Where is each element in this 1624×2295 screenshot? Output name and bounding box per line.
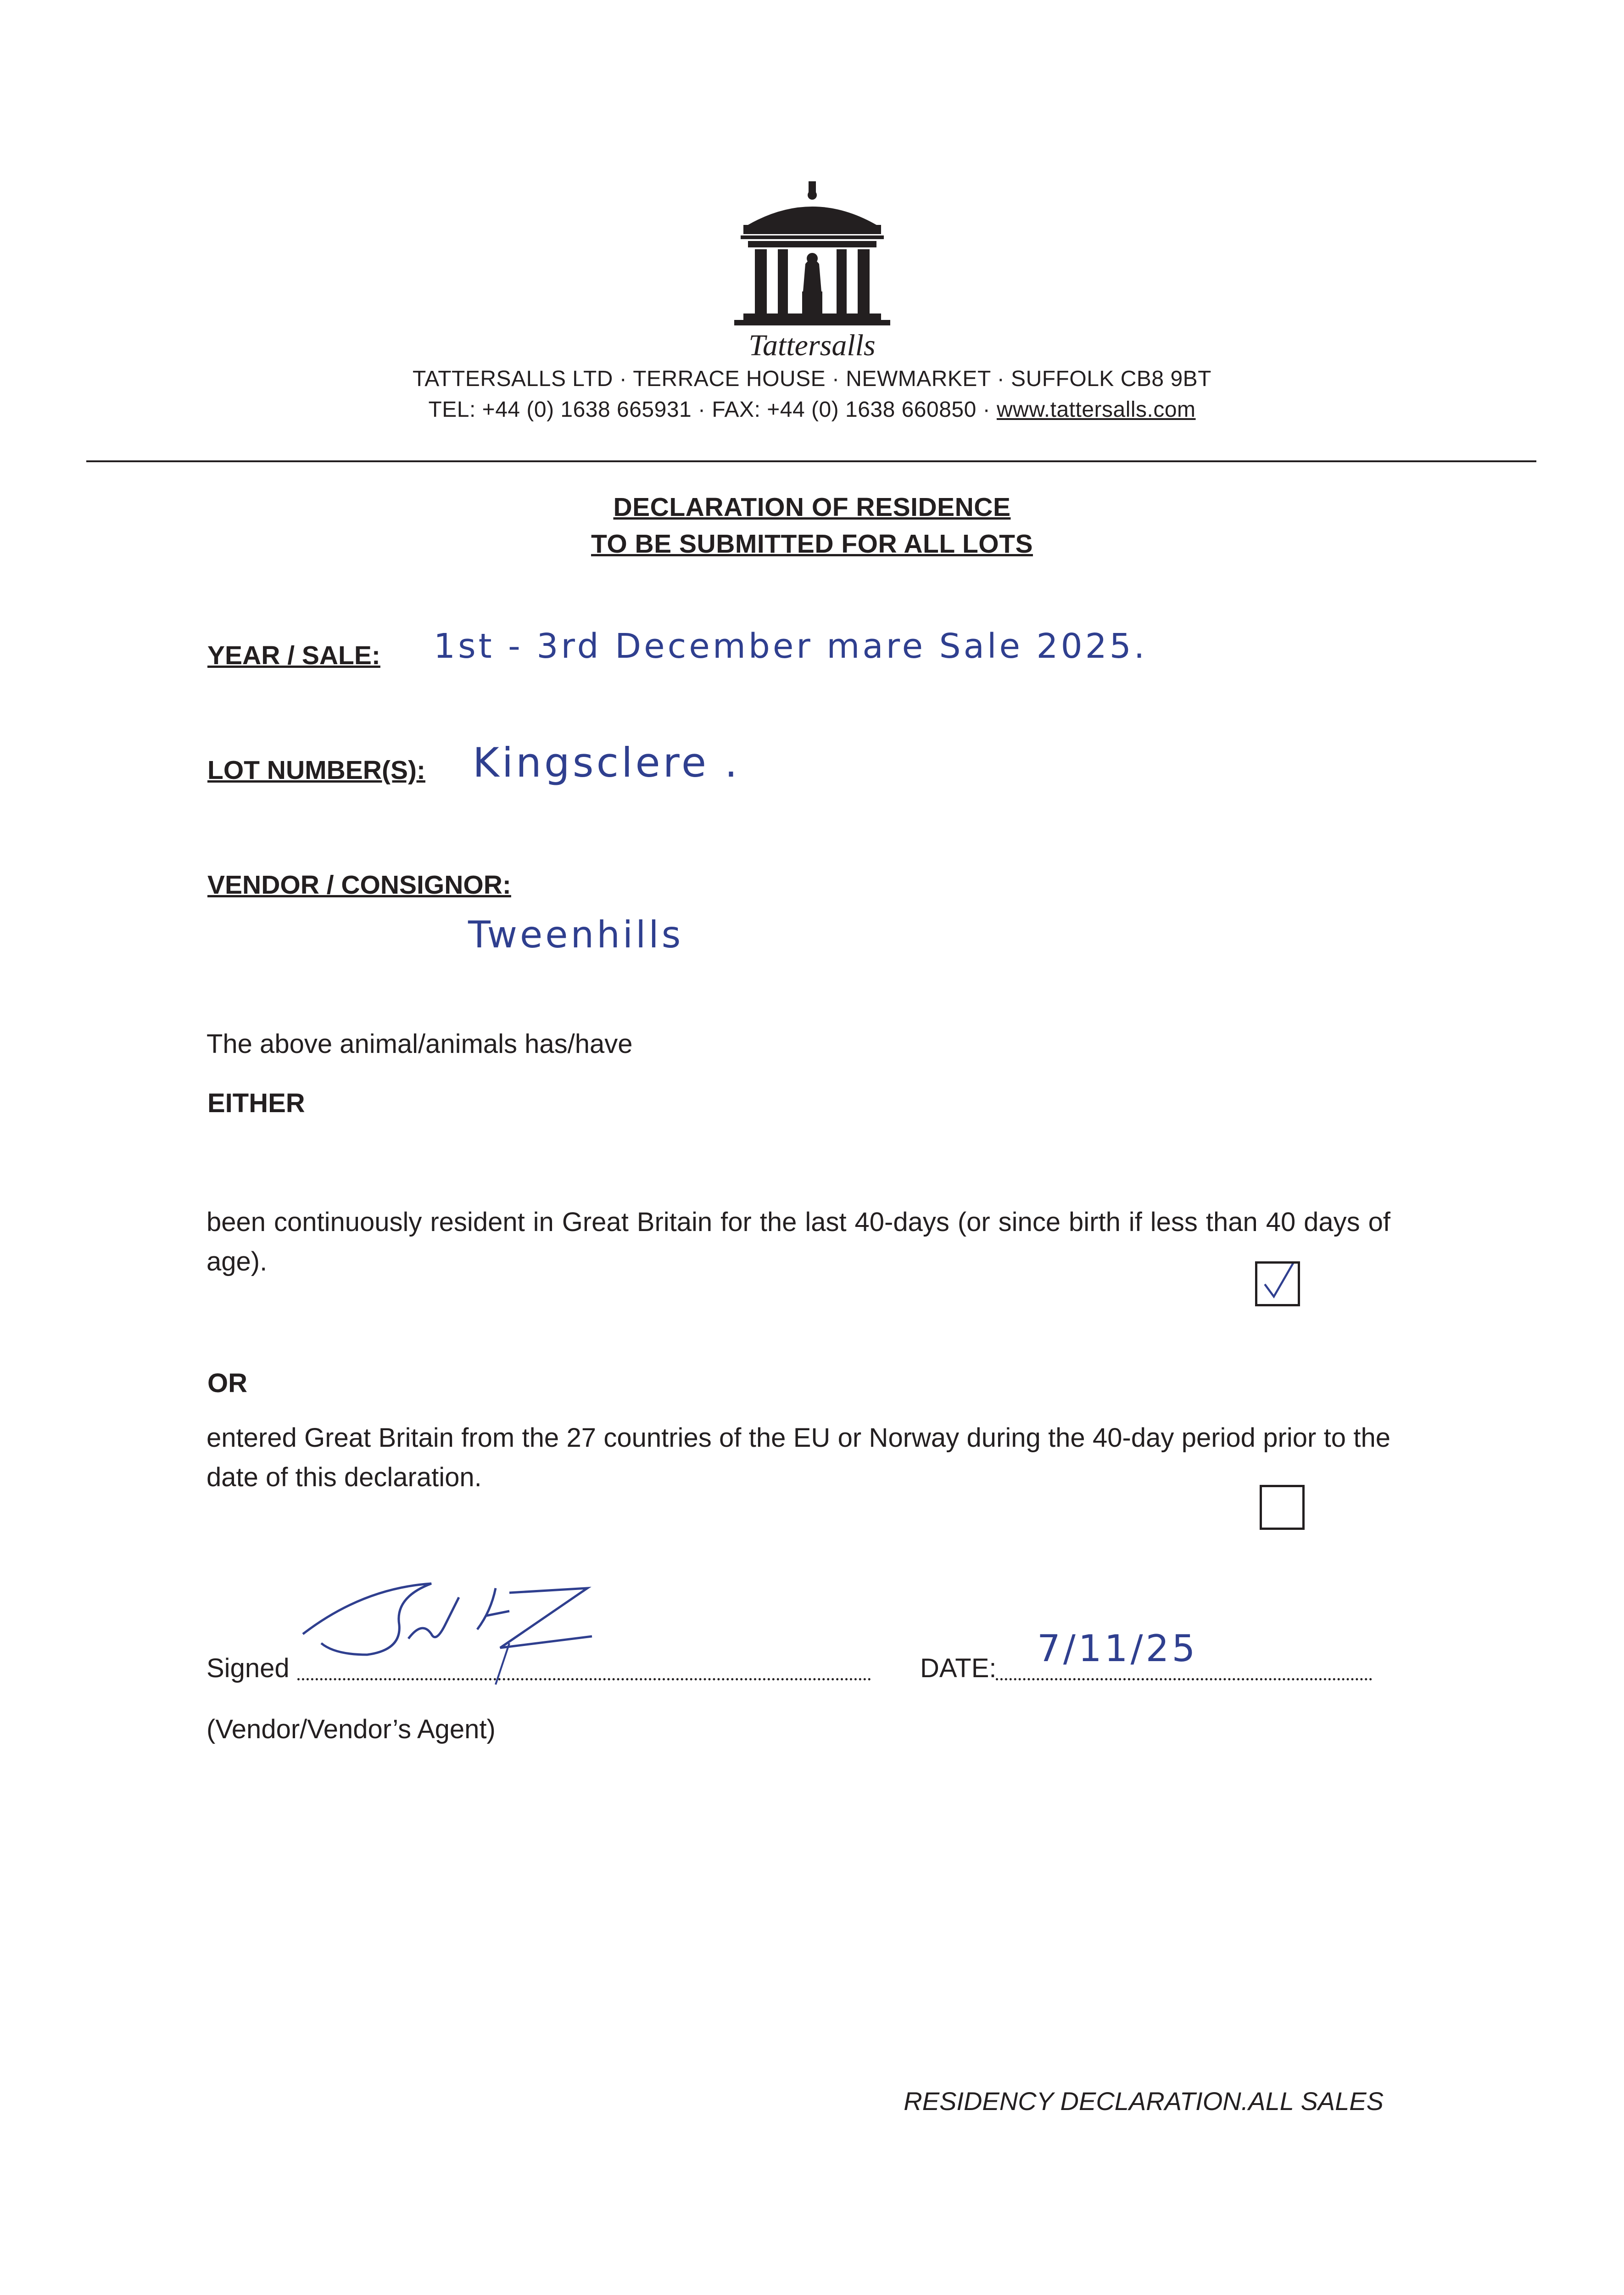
- date-line: [996, 1678, 1372, 1680]
- handwritten-signature[interactable]: [294, 1570, 606, 1707]
- option-entered-text: entered Great Britain from the 27 countries of the EU or Norway during the 40-day period prior to the date of this declaration.: [206, 1423, 1390, 1492]
- header-divider: [86, 460, 1536, 462]
- form-reference: RESIDENCY DECLARATION.ALL SALES: [904, 2087, 1384, 2116]
- checkmark-icon: [1257, 1264, 1298, 1304]
- date-label: DATE:: [920, 1653, 997, 1683]
- phone-fax-text: TEL: +44 (0) 1638 665931 · FAX: +44 (0) 1638 660850 ·: [428, 397, 997, 422]
- website-link[interactable]: www.tattersalls.com: [996, 397, 1196, 422]
- lot-numbers-value[interactable]: Kingsclere .: [473, 739, 740, 786]
- form-title: DECLARATION OF RESIDENCE: [613, 493, 1011, 522]
- year-sale-label: YEAR / SALE:: [207, 641, 380, 670]
- company-address: TATTERSALLS LTD · TERRACE HOUSE · NEWMARKET · SUFFOLK CB8 9BT: [413, 367, 1211, 391]
- form-subtitle: TO BE SUBMITTED FOR ALL LOTS: [591, 529, 1033, 559]
- option-resident-checkbox[interactable]: [1255, 1261, 1300, 1306]
- lot-numbers-label: LOT NUMBER(S):: [207, 756, 425, 785]
- declaration-intro: The above animal/animals has/have: [206, 1029, 633, 1059]
- vendor-label: VENDOR / CONSIGNOR:: [207, 870, 511, 900]
- rotunda-fox-statue-icon: [730, 181, 895, 328]
- signer-role: (Vendor/Vendor’s Agent): [206, 1714, 496, 1744]
- contact-line: [0, 397, 1624, 422]
- vendor-value[interactable]: Tweenhills: [468, 913, 684, 956]
- either-label: EITHER: [207, 1088, 305, 1118]
- option-entered-checkbox[interactable]: [1260, 1485, 1305, 1530]
- or-label: OR: [207, 1368, 247, 1398]
- option-resident-text: been continuously resident in Great Britain for the last 40-days (or since birth if less than 40 days of age).: [206, 1207, 1390, 1276]
- signed-label: Signed: [206, 1653, 290, 1683]
- brand-name: Tattersalls: [748, 329, 876, 362]
- year-sale-value[interactable]: 1st - 3rd December mare Sale 2025.: [434, 627, 1148, 666]
- date-value[interactable]: 7/11/25: [1037, 1627, 1198, 1670]
